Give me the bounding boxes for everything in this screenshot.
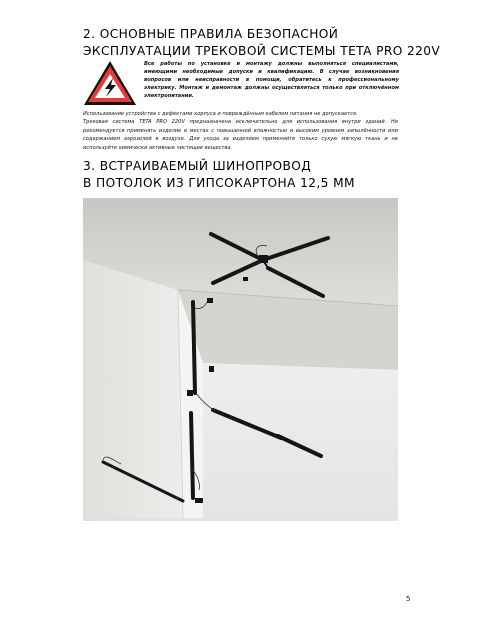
section-2-title-line-2: ЭКСПЛУАТАЦИИ ТРЕКОВОЙ СИСТЕМЫ TETA PRO 220V	[83, 44, 441, 58]
usage-line-1: Использование устройства с дефектами корпуса и повреждённым кабелем питания не допускается.	[83, 111, 358, 117]
page-number: 5	[406, 595, 411, 603]
usage-text: Трековая система TETA PRO 220V предназначена исключительно для использования внутри зданий. Не рекомендуется применять изделие в местах с повышенной влажностью и высоким уровнем запылённости или содержанием аэрозолей в воздухе. Для ухода за изделием применяйте только сухую мягкую ткань и не используйте химически активные чистящие вещества.	[83, 119, 398, 151]
section-3-title-line-1: 3. ВСТРАИВАЕМЫЙ ШИНОПРОВОД	[83, 159, 312, 173]
section-3-heading	[83, 158, 463, 192]
section-2-heading	[83, 26, 463, 60]
ceiling-track-illustration	[83, 198, 398, 521]
electric-hazard-warning-icon	[83, 60, 137, 106]
ceiling-track-installation-photo	[83, 198, 398, 521]
section-3-title-line-2: В ПОТОЛОК ИЗ ГИПСОКАРТОНА 12,5 ММ	[83, 176, 355, 190]
usage-notes	[83, 110, 398, 152]
warning-text: Все работы по установке и монтажу должны выполняться специалистами, имеющими необходимые допуски и квалификацию. В случае возникновения вопросов или неисправности в помощи, обратитесь к профессиональному электрику. Монтаж и демонтаж должны осуществляться только при отключённом электропитании.	[144, 61, 399, 100]
section-2-title-line-1: 2. ОСНОВНЫЕ ПРАВИЛА БЕЗОПАСНОЙ	[83, 27, 339, 41]
warning-block	[83, 60, 398, 106]
